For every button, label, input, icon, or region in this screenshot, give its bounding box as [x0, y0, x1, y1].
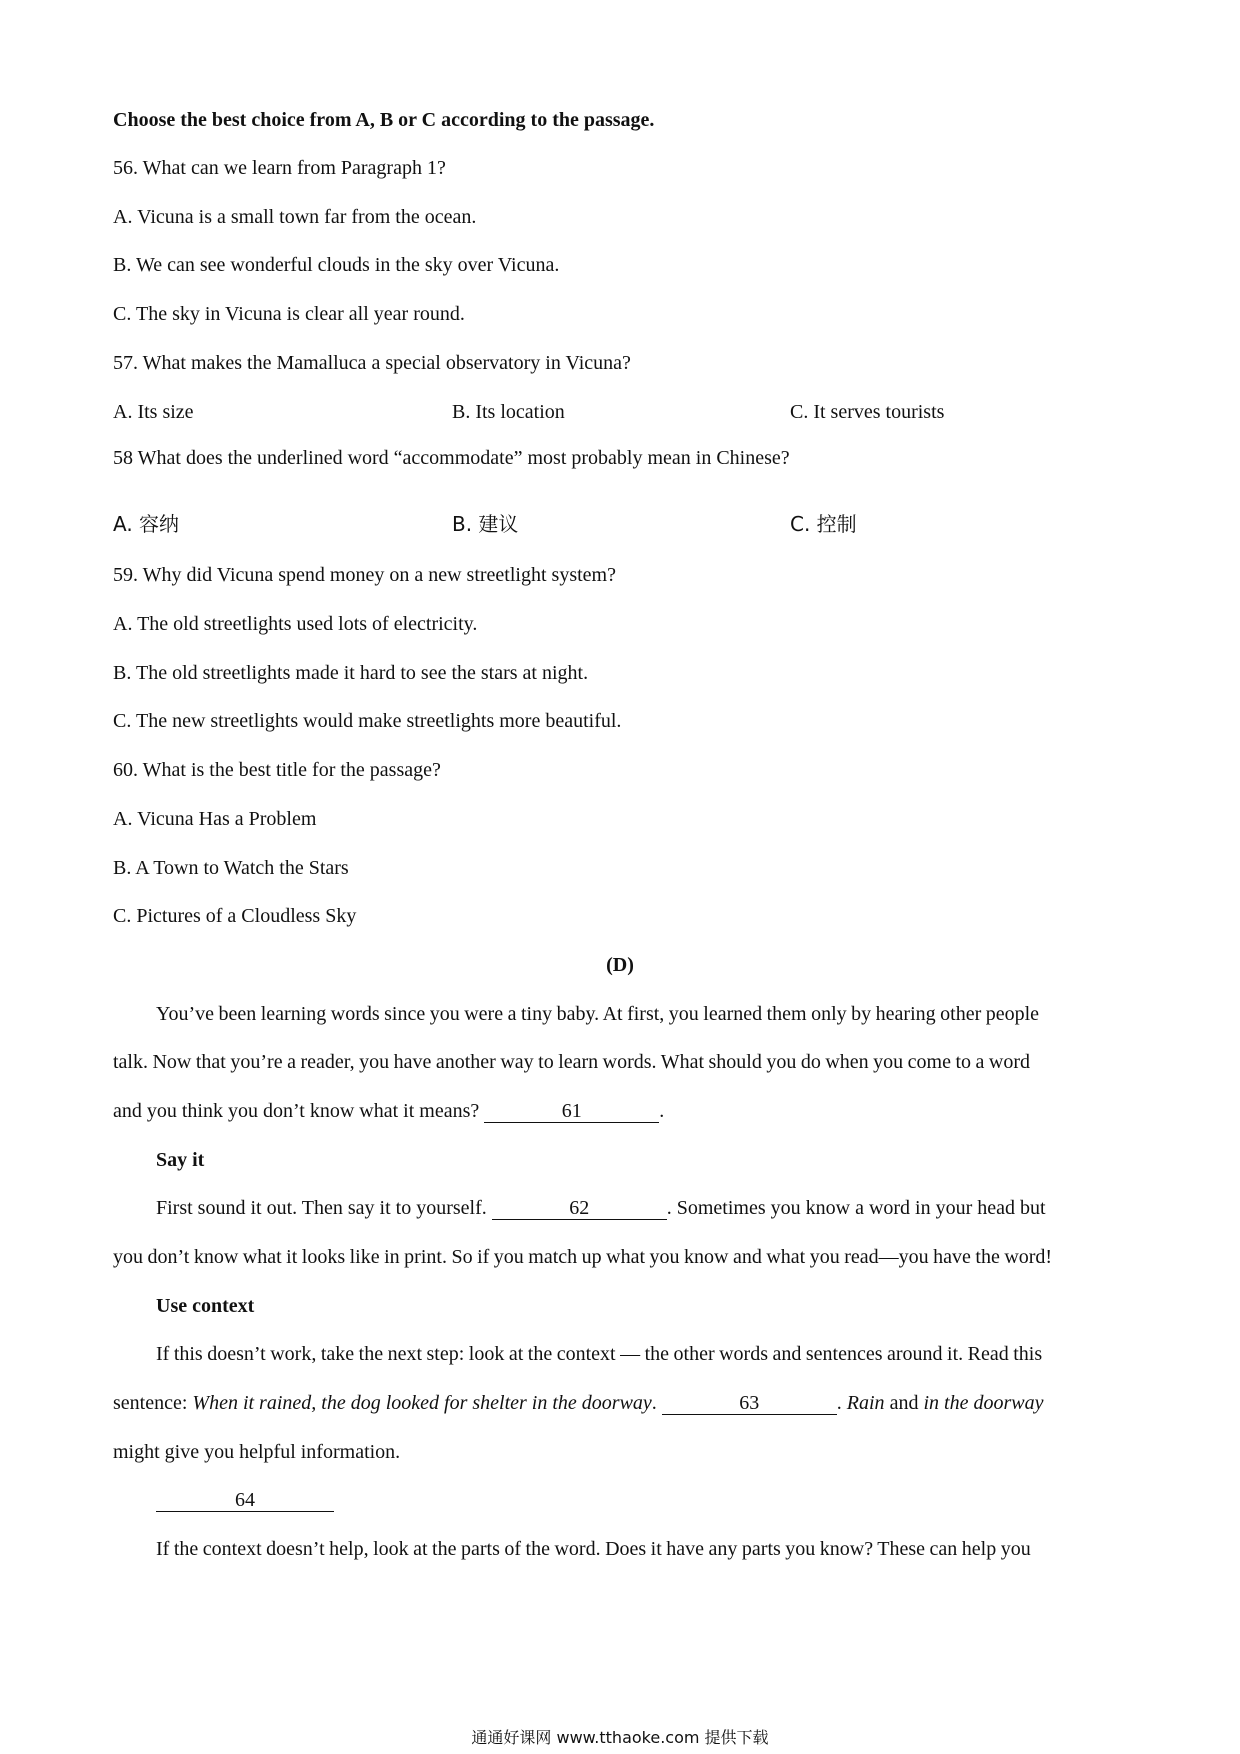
question-59-option-a: A. The old streetlights used lots of electricity. [113, 613, 478, 635]
instruction: Choose the best choice from A, B or C according to the passage. [113, 109, 655, 131]
question-60-option-a: A. Vicuna Has a Problem [113, 808, 317, 830]
blank-64[interactable]: 64 [156, 1489, 334, 1512]
question-59-option-c: C. The new streetlights would make streetlights more beautiful. [113, 710, 622, 732]
blank-63[interactable]: 63 [662, 1392, 837, 1415]
question-60-option-b: B. A Town to Watch the Stars [113, 857, 349, 879]
question-56-option-b: B. We can see wonderful clouds in the sky over Vicuna. [113, 254, 560, 276]
passage-line: sentence: When it rained, the dog looked for shelter in the doorway. 63 . Rain and in the doorway [113, 1392, 1044, 1414]
passage-line: If this doesn’t work, take the next step: look at the context — the other words and sentences around it. Read this [156, 1343, 1043, 1365]
passage-line [156, 1488, 334, 1512]
passage-line: If the context doesn’t help, look at the parts of the word. Does it have any parts you know? These can help you [156, 1538, 1031, 1560]
passage-line: you don’t know what it looks like in print. So if you match up what you know and what you read—you have the word! [113, 1246, 1053, 1268]
question-58-option-b: B. 建议 [452, 512, 519, 536]
heading-say-it: Say it [156, 1149, 205, 1171]
passage-line [156, 1196, 1046, 1220]
keyword-doorway: in the doorway [923, 1392, 1044, 1414]
question-60-stem: 60. What is the best title for the passage? [113, 759, 441, 781]
example-sentence: When it rained, the dog looked for shelter in the doorway [192, 1392, 652, 1414]
question-57-stem: 57. What makes the Mamalluca a special observatory in Vicuna? [113, 352, 631, 374]
footer: 通通好课网 www.tthaoke.com 提供下载 [471, 1728, 769, 1747]
keyword-rain: Rain [846, 1392, 885, 1414]
passage-line: might give you helpful information. [113, 1441, 401, 1463]
question-60-option-c: C. Pictures of a Cloudless Sky [113, 905, 357, 927]
question-59-option-b: B. The old streetlights made it hard to see the stars at night. [113, 662, 589, 684]
passage-text: sentence: [113, 1392, 193, 1414]
passage-text: and [884, 1392, 924, 1414]
heading-use-context: Use context [156, 1295, 255, 1317]
question-58-stem: 58 What does the underlined word “accommodate” most probably mean in Chinese? [113, 447, 790, 469]
question-59-stem: 59. Why did Vicuna spend money on a new streetlight system? [113, 564, 616, 586]
passage-line: You’ve been learning words since you were a tiny baby. At first, you learned them only by hearing other people [156, 1003, 1040, 1025]
question-56-option-a: A. Vicuna is a small town far from the ocean. [113, 206, 477, 228]
question-57-option-c: C. It serves tourists [790, 401, 945, 423]
question-58-options [113, 512, 1113, 537]
passage-text: . Sometimes you know a word in your head but [666, 1197, 1046, 1219]
passage-text: First sound it out. Then say it to yourself. [156, 1197, 487, 1219]
question-56-option-c: C. The sky in Vicuna is clear all year round. [113, 303, 465, 325]
passage-text: and you think you don’t know what it means? [113, 1100, 480, 1122]
question-58-option-c: C. 控制 [790, 512, 857, 536]
passage-line: and you think you don’t know what it means? 61 . [113, 1100, 665, 1122]
question-58-option-a: A. 容纳 [113, 512, 180, 536]
question-56-stem: 56. What can we learn from Paragraph 1? [113, 157, 446, 179]
question-57-option-a: A. Its size [113, 401, 194, 423]
passage-line: talk. Now that you’re a reader, you have another way to learn words. What should you do when you come to a word [113, 1051, 1031, 1073]
question-57-options [113, 400, 1113, 424]
blank-62[interactable]: 62 [492, 1197, 667, 1220]
section-d-title: (D) [606, 954, 634, 976]
blank-61[interactable]: 61 [484, 1100, 659, 1123]
question-57-option-b: B. Its location [452, 401, 565, 423]
